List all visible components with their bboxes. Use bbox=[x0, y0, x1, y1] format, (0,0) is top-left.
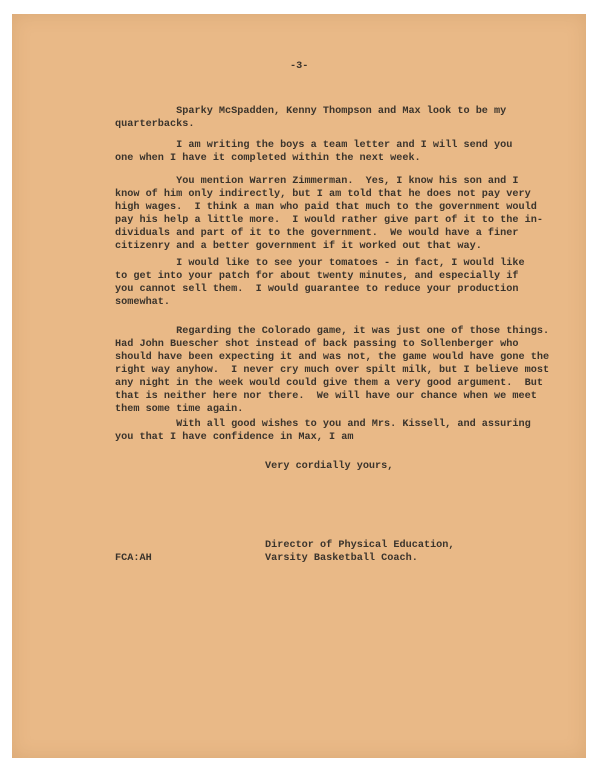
letter-page bbox=[12, 14, 586, 758]
paragraph-5-line: Had John Buescher shot instead of back passing to Sollenberger who bbox=[115, 339, 519, 350]
paragraph-3-line: pay his help a little more. I would rather give part of it to the in- bbox=[115, 215, 543, 226]
paragraph-3-line: dividuals and part of it to the government. We would have a finer bbox=[115, 228, 519, 239]
paragraph-5-line: right way anyhow. I never cry much over spilt milk, but I believe most bbox=[115, 365, 550, 376]
paragraph-3-line: citizenry and a better government if it worked out that way. bbox=[115, 241, 482, 252]
paragraph-4-line: I would like to see your tomatoes - in fact, I would like bbox=[115, 258, 525, 269]
paragraph-6-line: you that I have confidence in Max, I am bbox=[115, 432, 354, 443]
paragraph-4-line: you cannot sell them. I would guarantee to reduce your production bbox=[115, 284, 519, 295]
paragraph-3-line: know of him only indirectly, but I am told that he does not pay very bbox=[115, 189, 531, 200]
paragraph-4-line: to get into your patch for about twenty minutes, and especially if bbox=[115, 271, 519, 282]
paragraph-5-line: that is neither here nor there. We will have our chance when we meet bbox=[115, 391, 537, 402]
page-number: -3- bbox=[290, 61, 309, 72]
paragraph-4-line: somewhat. bbox=[115, 297, 171, 308]
paragraph-5-line: should have been expecting it and was not, the game would have gone the bbox=[115, 352, 550, 363]
typist-initials: FCA:AH bbox=[115, 553, 152, 564]
paragraph-3-line: You mention Warren Zimmerman. Yes, I know his son and I bbox=[115, 176, 519, 187]
paragraph-2-line: one when I have it completed within the next week. bbox=[115, 153, 421, 164]
paragraph-5-line: them some time again. bbox=[115, 404, 244, 415]
paragraph-1-line: Sparky McSpadden, Kenny Thompson and Max look to be my bbox=[115, 106, 507, 117]
paragraph-2-line: I am writing the boys a team letter and I will send you bbox=[115, 140, 513, 151]
paragraph-3-line: high wages. I think a man who paid that much to the government would bbox=[115, 202, 537, 213]
paragraph-1-line: quarterbacks. bbox=[115, 119, 195, 130]
signature-title-2: Varsity Basketball Coach. bbox=[265, 553, 418, 564]
signature-title-1: Director of Physical Education, bbox=[265, 540, 455, 551]
closing-line: Very cordially yours, bbox=[265, 461, 394, 472]
paragraph-6-line: With all good wishes to you and Mrs. Kissell, and assuring bbox=[115, 419, 531, 430]
paragraph-5-line: any night in the week would could give them a very good argument. But bbox=[115, 378, 543, 389]
paragraph-5-line: Regarding the Colorado game, it was just one of those things. bbox=[115, 326, 550, 337]
